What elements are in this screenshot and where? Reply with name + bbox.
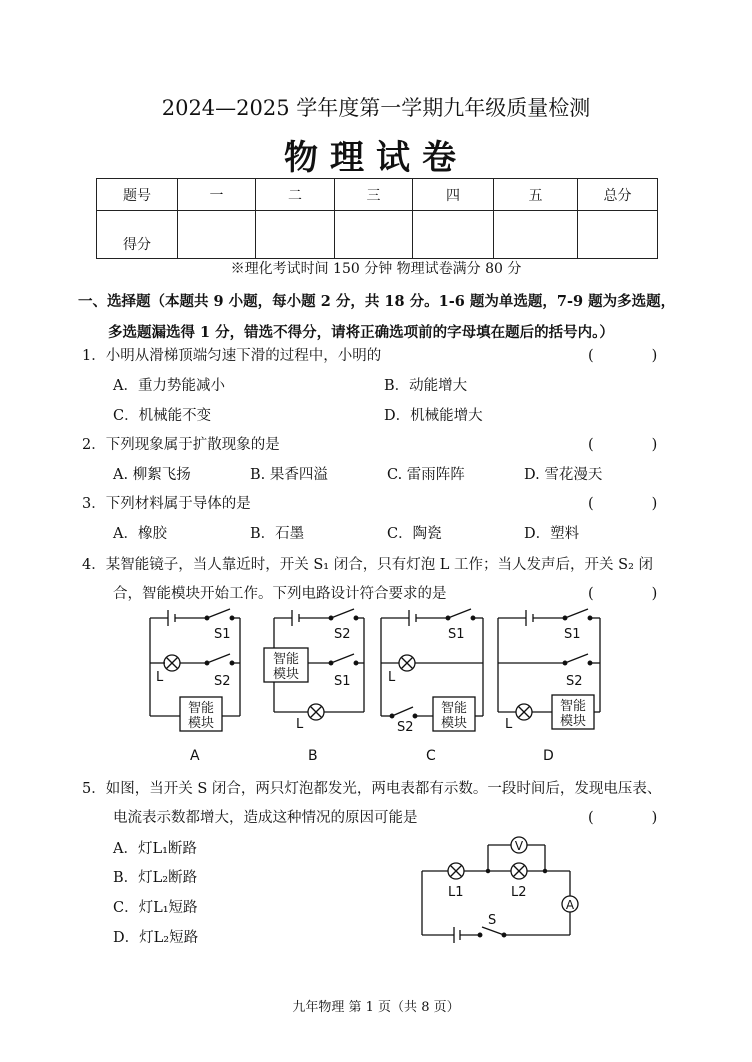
q4-caption-c: C xyxy=(426,748,436,764)
q5-option-a: A．灯L₁断路 xyxy=(113,841,197,857)
score-header-cell: 四 xyxy=(413,179,494,211)
answer-paren[interactable]: ( ) xyxy=(588,810,658,826)
module-label: 模块 xyxy=(440,716,468,731)
q5-circuit-diagram xyxy=(412,826,588,946)
q5-stem-line1: 5．如图，当开关 S 闭合，两只灯泡都发光，两电表都有示数。一段时间后，发现电压表、 xyxy=(82,781,662,797)
switch-icon xyxy=(331,654,354,663)
ammeter-label: A xyxy=(565,898,575,912)
answer-paren[interactable]: ( ) xyxy=(588,348,658,364)
score-table-score-row xyxy=(97,211,658,259)
q3-option-c: C．陶瓷 xyxy=(387,526,442,542)
exam-title-line1: 2024—2025 学年度第一学期九年级质量检测 xyxy=(161,96,591,120)
label-s1: S1 xyxy=(214,627,231,642)
q4-caption-b: B xyxy=(308,748,318,764)
label-lamp: L xyxy=(296,717,304,732)
q3-option-a: A．橡胶 xyxy=(113,526,167,542)
circuit-a xyxy=(150,609,240,731)
q2-stem: 2．下列现象属于扩散现象的是 xyxy=(82,437,280,453)
circuit-b xyxy=(264,609,364,732)
switch-icon xyxy=(482,927,504,935)
q5-option-b: B．灯L₂断路 xyxy=(113,870,198,886)
q2-option-c: C. 雷雨阵阵 xyxy=(387,467,465,483)
module-label: 智能 xyxy=(187,701,215,716)
score-header-cell: 二 xyxy=(256,179,335,211)
q4-circuit-diagrams xyxy=(140,604,620,736)
q3-option-b: B．石墨 xyxy=(250,526,305,542)
circuit-c xyxy=(381,609,483,735)
exam-note: ※理化考试时间 150 分钟 物理试卷满分 80 分 xyxy=(230,261,522,277)
score-cell[interactable] xyxy=(413,211,494,259)
module-label: 智能 xyxy=(559,699,587,714)
q4-caption-d: D xyxy=(543,748,554,764)
q1-option-c: C．机械能不变 xyxy=(113,408,212,424)
score-table-header-row xyxy=(97,179,658,211)
score-header-cell: 题号 xyxy=(97,179,178,211)
module-label: 模块 xyxy=(559,714,587,729)
voltmeter-label: V xyxy=(514,839,524,853)
module-label: 智能 xyxy=(272,652,300,667)
label-lamp: L xyxy=(388,670,396,685)
page-footer: 九年物理 第 1 页（共 8 页） xyxy=(292,1000,460,1015)
score-cell[interactable] xyxy=(578,211,658,259)
label-s1: S1 xyxy=(334,674,351,689)
q5-option-d: D．灯L₂短路 xyxy=(113,930,199,946)
label-s1: S1 xyxy=(564,627,581,642)
label-lamp: L xyxy=(505,717,513,732)
q5-stem-line2: 电流表示数都增大，造成这种情况的原因可能是 xyxy=(113,810,418,826)
q3-stem: 3．下列材料属于导体的是 xyxy=(82,496,251,512)
answer-paren[interactable]: ( ) xyxy=(588,586,658,602)
q4-stem-line1: 4．某智能镜子，当人靠近时，开关 S₁ 闭合，只有灯泡 L 工作；当人发声后，开关 S₂ 闭 xyxy=(82,557,653,573)
q4-caption-a: A xyxy=(190,748,200,764)
label-l1: L1 xyxy=(448,885,464,900)
q5-option-c: C．灯L₁短路 xyxy=(113,900,198,916)
circuit-d xyxy=(498,609,600,732)
score-header-cell: 总分 xyxy=(578,179,658,211)
label-lamp: L xyxy=(156,670,164,685)
switch-icon xyxy=(392,707,413,716)
label-s2: S2 xyxy=(397,720,414,735)
label-s2: S2 xyxy=(566,674,583,689)
score-cell[interactable] xyxy=(494,211,578,259)
score-row-label: 得分 xyxy=(97,211,178,259)
label-switch: S xyxy=(488,913,497,928)
score-header-cell: 五 xyxy=(494,179,578,211)
exam-title-subject: 物理试卷 xyxy=(284,138,468,178)
score-cell[interactable] xyxy=(335,211,413,259)
module-label: 模块 xyxy=(187,716,215,731)
score-header-cell: 一 xyxy=(178,179,256,211)
answer-paren[interactable]: ( ) xyxy=(588,496,658,512)
label-l2: L2 xyxy=(511,885,527,900)
q1-option-d: D．机械能增大 xyxy=(384,408,483,424)
label-s2: S2 xyxy=(334,627,351,642)
score-header-cell: 三 xyxy=(335,179,413,211)
section1-line1: 一、选择题（本题共 9 小题，每小题 2 分，共 18 分。1-6 题为单选题，7-9 题为多选题， xyxy=(78,293,676,310)
q2-option-b: B. 果香四溢 xyxy=(250,467,328,483)
answer-paren[interactable]: ( ) xyxy=(588,437,658,453)
module-label: 模块 xyxy=(272,667,300,682)
switch-icon xyxy=(207,609,230,618)
score-cell[interactable] xyxy=(178,211,256,259)
section1-line2: 多选题漏选得 1 分，错选不得分，请将正确选项前的字母填在题后的括号内。） xyxy=(108,324,614,341)
label-s1: S1 xyxy=(448,627,465,642)
switch-icon xyxy=(331,609,354,618)
switch-icon xyxy=(448,609,471,618)
section1-instructions xyxy=(78,286,678,348)
q2-option-a: A. 柳絮飞扬 xyxy=(113,467,191,483)
module-label: 智能 xyxy=(440,701,468,716)
q1-option-b: B．动能增大 xyxy=(384,378,468,394)
switch-icon xyxy=(565,609,588,618)
q2-option-d: D. 雪花漫天 xyxy=(524,467,603,483)
switch-icon xyxy=(207,654,230,663)
q4-stem-line2: 合，智能模块开始工作。下列电路设计符合要求的是 xyxy=(113,586,447,602)
q1-stem: 1．小明从滑梯顶端匀速下滑的过程中，小明的 xyxy=(82,348,382,364)
q3-option-d: D．塑料 xyxy=(524,526,580,542)
switch-icon xyxy=(565,654,588,663)
q1-option-a: A．重力势能减小 xyxy=(113,378,225,394)
score-table xyxy=(96,178,658,259)
label-s2: S2 xyxy=(214,674,231,689)
score-cell[interactable] xyxy=(256,211,335,259)
